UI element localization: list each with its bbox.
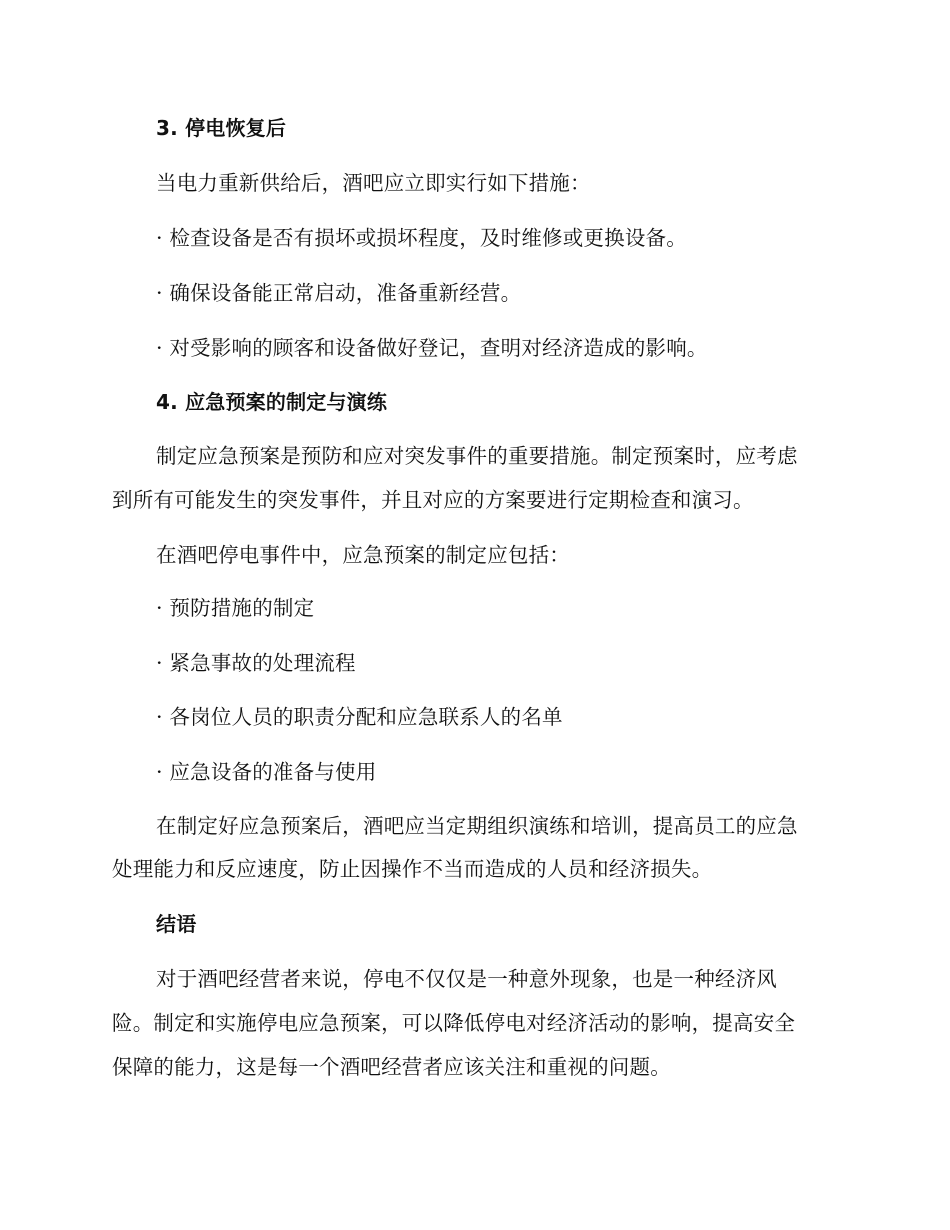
emergency-plan-bullet-2: · 紧急事故的处理流程: [156, 651, 356, 675]
section-heading-conclusion: 结语: [156, 912, 197, 936]
emergency-plan-paragraph-1-line-2: 到所有可能发生的突发事件，并且对应的方案要进行定期检查和演习。: [112, 488, 754, 512]
emergency-plan-paragraph-2-line-1: 在制定好应急预案后，酒吧应当定期组织演练和培训，提高员工的应急: [156, 814, 798, 838]
emergency-plan-paragraph-2-line-2: 处理能力和反应速度，防止因操作不当而造成的人员和经济损失。: [112, 857, 713, 881]
recovery-bullet-3: · 对受影响的顾客和设备做好登记，查明对经济造成的影响。: [156, 336, 708, 360]
section-heading-recovery: 3. 停电恢复后: [156, 116, 287, 140]
recovery-intro: 当电力重新供给后，酒吧应立即实行如下措施：: [156, 171, 591, 195]
conclusion-line-2: 险。制定和实施停电应急预案，可以降低停电对经济活动的影响，提高安全: [112, 1011, 796, 1035]
emergency-plan-bullet-3: · 各岗位人员的职责分配和应急联系人的名单: [156, 705, 563, 729]
emergency-plan-intro: 在酒吧停电事件中，应急预案的制定应包括：: [156, 543, 570, 567]
conclusion-line-1: 对于酒吧经营者来说，停电不仅仅是一种意外现象，也是一种经济风: [156, 967, 777, 991]
emergency-plan-bullet-4: · 应急设备的准备与使用: [156, 760, 377, 784]
emergency-plan-paragraph-1-line-1: 制定应急预案是预防和应对突发事件的重要措施。制定预案时，应考虑: [156, 444, 798, 468]
recovery-bullet-1: · 检查设备是否有损坏或损坏程度，及时维修或更换设备。: [156, 226, 687, 250]
recovery-bullet-2: · 确保设备能正常启动，准备重新经营。: [156, 281, 522, 305]
section-heading-emergency-plan: 4. 应急预案的制定与演练: [156, 390, 388, 414]
conclusion-line-3: 保障的能力，这是每一个酒吧经营者应该关注和重视的问题。: [112, 1055, 671, 1079]
emergency-plan-bullet-1: · 预防措施的制定: [156, 596, 315, 620]
